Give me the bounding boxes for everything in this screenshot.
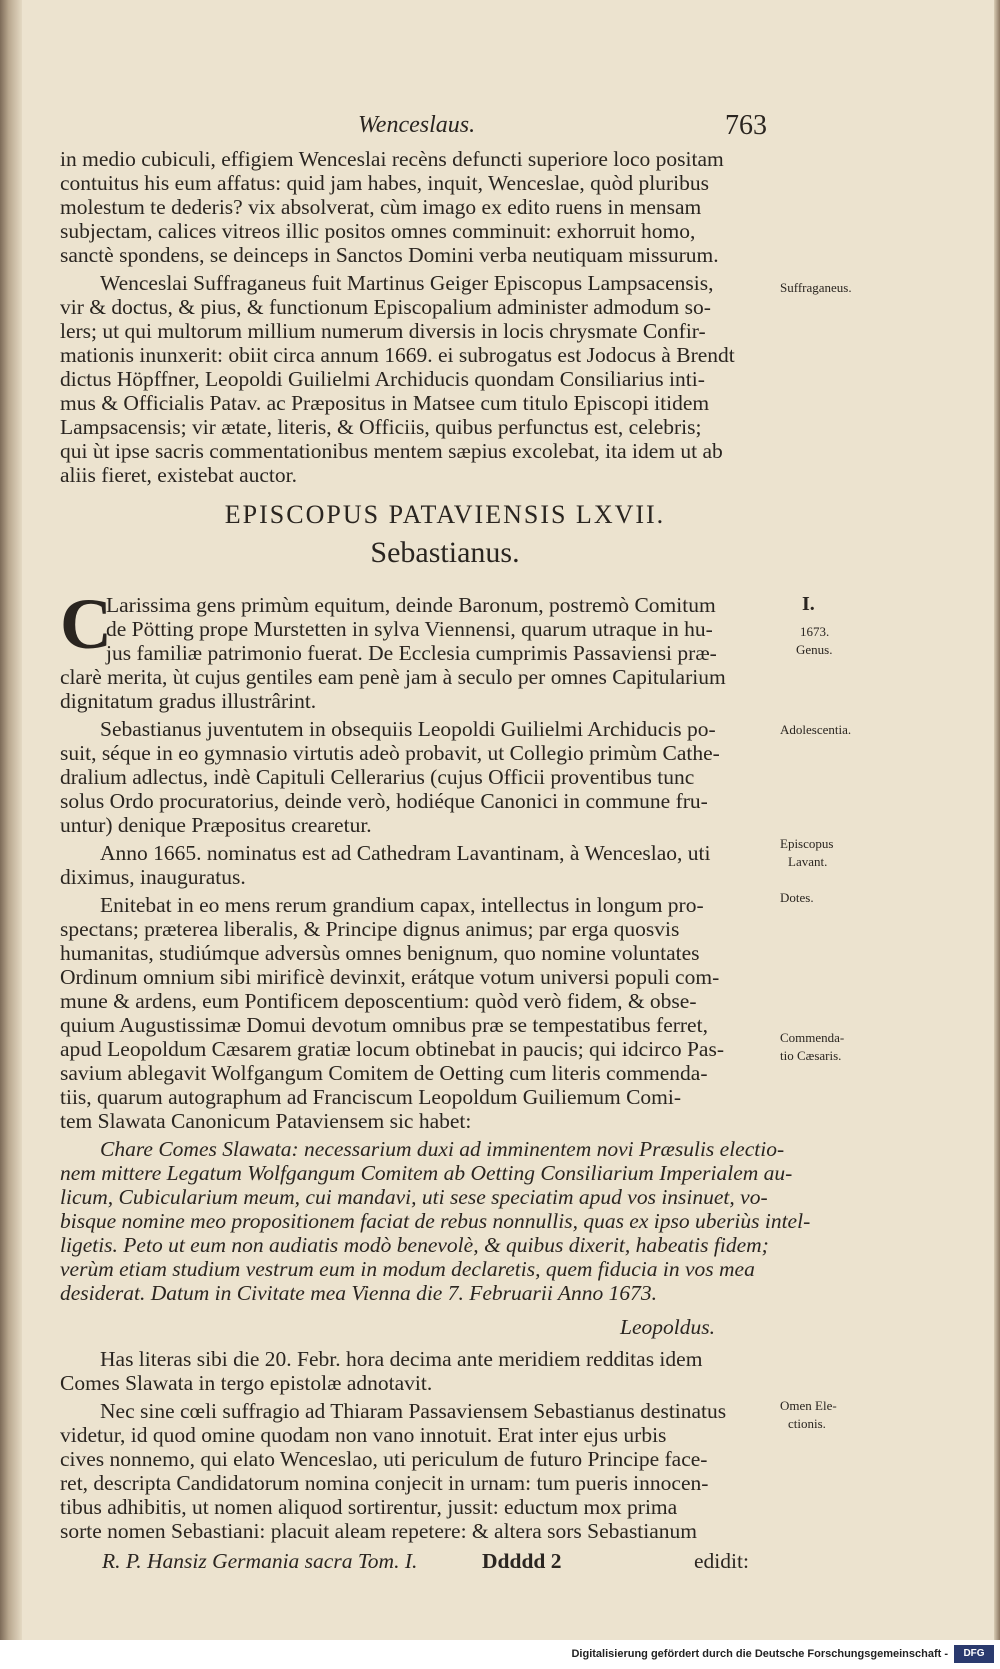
text-line: solus Ordo procuratorius, deinde verò, hodiéque Canonici in commune fru-	[60, 789, 708, 813]
text-line: mune & ardens, eum Pontificem deposcentium: quòd verò fidem, & obse-	[60, 989, 697, 1013]
text-line: aliis fieret, existebat auctor.	[60, 463, 298, 487]
section-heading: EPISCOPUS PATAVIENSIS LXVII.	[224, 500, 666, 529]
text-line: quium Augustissimæ Domui devotum omnibus præ se tempestatibus ferret,	[60, 1013, 708, 1037]
text-line: molestum te dederis? vix absolverat, cùm imago ex edito ruens in mensam	[60, 195, 702, 219]
footer-reference: R. P. Hansiz Germania sacra Tom. I.	[102, 1549, 418, 1573]
text-line: cives nonnemo, qui elato Wenceslao, uti periculum de futuro Principe face-	[60, 1447, 708, 1471]
margin-note: I.	[802, 593, 815, 615]
text-line: clarè merita, ùt cujus gentiles eam penè jam à seculo per omnes Capitularium	[60, 665, 726, 689]
text-line: lers; ut qui multorum millium numerum diversis in locis chrysmate Confir-	[60, 319, 706, 343]
text-line: dignitatum gradus illustrârint.	[60, 689, 317, 713]
text-line: spectans; præterea liberalis, & Principe dignus animus; par erga quosvis	[60, 917, 680, 941]
text-line: dictus Höpffner, Leopoldi Guilielmi Archiducis quondam Consiliarius inti-	[60, 367, 705, 391]
running-head: Wenceslaus.	[358, 112, 476, 138]
text-line: videtur, id quod omine quodam non vano innotuit. Erat inter ejus urbis	[60, 1423, 667, 1447]
text-line: jus familiæ patrimonio fuerat. De Ecclesia cumprimis Passaviensi præ-	[106, 641, 717, 665]
text-line: Nec sine cœli suffragio ad Thiaram Passaviensem Sebastianus destinatus	[100, 1399, 727, 1423]
text-line: untur) denique Præpositus crearetur.	[60, 813, 372, 837]
margin-note: 1673.	[800, 624, 830, 639]
letter-signature: Leopoldus.	[620, 1315, 715, 1339]
text-line: contuitus his eum affatus: quid jam habes, inquit, Wenceslae, quòd pluribus	[60, 171, 709, 195]
dfg-logo: DFG	[954, 1645, 994, 1663]
text-line: subjectam, calices vitreos illic positos omnes comminuit: exhorruit homo,	[60, 219, 696, 243]
margin-note: Episcopus	[780, 836, 834, 851]
text-line: qui ùt ipse sacris commentationibus mentem sæpius excolebat, ita idem ut ab	[60, 439, 723, 463]
text-line: in medio cubiculi, effigiem Wenceslai recèns defuncti superiore loco positam	[60, 147, 724, 171]
margin-note: Adolescentia.	[780, 722, 852, 737]
text-line: sorte nomen Sebastiani: placuit aleam repetere: & altera sors Sebastianum	[60, 1519, 698, 1543]
text-line: tibus adhibitis, ut nomen aliquod sortirentur, jussit: eductum mox prima	[60, 1495, 678, 1519]
margin-note: Lavant.	[788, 854, 828, 869]
text-line: apud Leopoldum Cæsarem gratiæ locum obtinebat in paucis; qui idcirco Pas-	[60, 1037, 724, 1061]
margin-note: ctionis.	[788, 1416, 826, 1431]
text-line: Has literas sibi die 20. Febr. hora decima ante meridiem redditas idem	[100, 1347, 703, 1371]
text-line: tiis, quarum autographum ad Franciscum Leopoldum Guiliemum Comi-	[60, 1085, 682, 1109]
text-line: Sebastianus juventutem in obsequiis Leopoldi Guilielmi Archiducis po-	[100, 717, 716, 741]
letter-line: verùm etiam studium vestrum eum in modum declaretis, quem fiducia in vos mea	[60, 1257, 755, 1281]
letter-line: bisque nomine meo propositionem faciat de rebus nonnullis, quas ex ipso uberiùs intel-	[60, 1209, 811, 1233]
text-line: humanitas, studiúmque adversùs omnes benignum, quo nomine voluntates	[60, 941, 700, 965]
text-line: Enitebat in eo mens rerum grandium capax, intellectus in longum pro-	[100, 893, 704, 917]
text-line: Lampsacensis; vir ætate, literis, & Officiis, quibus perfunctus est, celebris;	[60, 415, 702, 439]
book-gutter	[0, 0, 22, 1640]
digitization-footer	[0, 1640, 1000, 1669]
text-line: Comes Slawata in tergo epistolæ adnotavit.	[60, 1371, 433, 1395]
drop-capital: C	[60, 584, 112, 664]
letter-line: nem mittere Legatum Wolfgangum Comitem ab Oetting Consiliarium Imperialem au-	[60, 1161, 793, 1185]
page-edge	[994, 0, 1000, 1640]
letter-line: ligetis. Peto ut eum non audiatis modò benevolè, & quibus dixerit, habeatis fidem;	[60, 1233, 769, 1257]
margin-note: Omen Ele-	[780, 1398, 837, 1413]
text-line: de Pötting prope Murstetten in sylva Viennensi, quarum utraque in hu-	[106, 617, 713, 641]
letter-line: Chare Comes Slawata: necessarium duxi ad imminentem novi Præsulis electio-	[100, 1137, 785, 1161]
text-line: savium ablegavit Wolfgangum Comitem de Oetting cum literis commenda-	[60, 1061, 708, 1085]
page-number: 763	[725, 110, 767, 141]
letter-line: desiderat. Datum in Civitate mea Vienna die 7. Februarii Anno 1673.	[60, 1281, 657, 1305]
text-line: vir & doctus, & pius, & functionum Episcopalium administer admodum so-	[60, 295, 711, 319]
text-line: mationis inunxerit: obiit circa annum 1669. ei subrogatus est Jodocus à Brendt	[60, 343, 735, 367]
text-line: diximus, inauguratus.	[60, 865, 246, 889]
text-line: sanctè spondens, se deinceps in Sanctos Domini verba neutiquam missurum.	[60, 243, 719, 267]
text-line: suit, séque in eo gymnasio virtutis adeò probavit, ut Collegio primùm Cathe-	[60, 741, 720, 765]
signature-mark: Ddddd 2	[482, 1549, 562, 1573]
text-line: Ordinum omnium sibi mirificè devinxit, erátque votum universi populi com-	[60, 965, 720, 989]
text-line: Larissima gens primùm equitum, deinde Baronum, postremò Comitum	[106, 593, 716, 617]
text-line: tem Slawata Canonicum Pataviensem sic habet:	[60, 1109, 472, 1133]
text-line: Wenceslai Suffraganeus fuit Martinus Geiger Episcopus Lampsacensis,	[100, 271, 714, 295]
margin-note: tio Cæsaris.	[780, 1048, 842, 1063]
letter-line: licum, Cubicularium meum, cui mandavi, uti sese speciatim apud vos insinuet, vo-	[60, 1185, 768, 1209]
text-line: dralium adlectus, indè Capituli Cellerarius (cujus Officii proventibus tunc	[60, 765, 695, 789]
footer-credit: Digitalisierung gefördert durch die Deutsche Forschungsgemeinschaft -	[571, 1648, 948, 1660]
text-line: Anno 1665. nominatus est ad Cathedram Lavantinam, à Wenceslao, uti	[100, 841, 711, 865]
text-line: mus & Officialis Patav. ac Præpositus in Matsee cum titulo Episcopi itidem	[60, 391, 710, 415]
text-line: ret, descripta Candidatorum nomina conjecit in urnam: tum pueris innocen-	[60, 1471, 709, 1495]
margin-note: Commenda-	[780, 1030, 845, 1045]
margin-note: Genus.	[796, 642, 833, 657]
margin-note: Dotes.	[780, 890, 814, 905]
catchword: edidit:	[694, 1549, 749, 1573]
margin-note: Suffraganeus.	[780, 280, 852, 295]
section-subheading: Sebastianus.	[370, 536, 520, 569]
